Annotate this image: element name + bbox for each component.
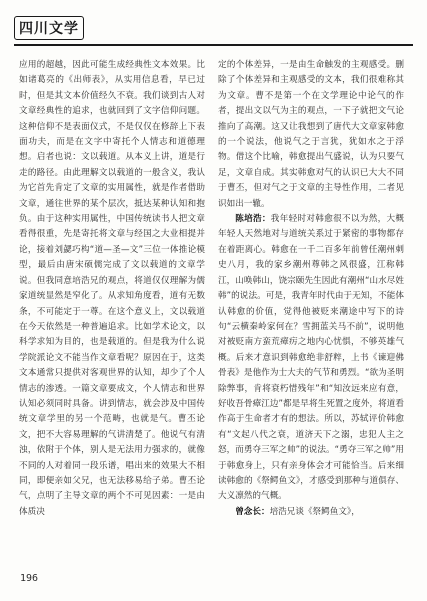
left-paragraph: 应用的超越，因此可能生成经典性文本效果。比如诸葛亮的《出师表》，从实用信息看，早已过时，但是其文本价值经久不衰。我们谈到古人对文章经典性的追求，也就回到了文字信仰问题。这种信仰不是表面仪式，不是仅仅在修辞上下表面功夫，而是在文字中寄托个人情志和道德理想。启者也说：文以载道。从本义上讲，道是行走的路径。由此理解文以载道的一般含义，我认为它首先肯定了文章的实用属性，就是作者借助文章，通往世界的某个层次，抵达某种认知和抱负。由于这种实用属性，中国传统读书人把文章看得很重，先是寄托将文章与经国之大业相提并论，接着刘勰巧构“道—圣—文”三位一体推论模型，最后由唐宋硕儒完成了文以载道的文章学说。但我同意培浩兄的观点，将道仅仅理解为儒家道统显然是窄化了。从求知角度看，道有无数条，不可能定于一尊。在这个意义上，文以载道在今天依然是一种普遍追求。比如学术论文，以科学求知为目的，也是载道的。但是我为什么说学院派论文不能当作文章看呢？原因在于，这类文本通常只提供对客观世界的认知，却少了个人情志的渗透。一篇文章要成文，个人情志和世界认知必须同时具备。讲到情志，就会涉及中国传统文章学里的另一个范畴，也就是气。曹丕论文，把不大容易理解的气讲清楚了。他说气有清浊，依附于个体，别人是无法用力强求的，就像不同的人对着同一段乐谱，唱出来的效果大不相同，即便亲如父兄，也无法移易给子弟。曹丕论气，点明了主导文章的两个不可见因素：一是由体质决	[19, 60, 205, 517]
left-column	[19, 58, 205, 520]
page-number: 196	[20, 573, 39, 584]
right-column	[218, 58, 404, 520]
dialogue-paragraph-chen	[218, 212, 404, 505]
dialogue-paragraph-zeng	[218, 505, 404, 520]
header-rule	[14, 44, 413, 46]
right-paragraph-continuation	[218, 58, 404, 212]
journal-logo: 四川文学	[14, 16, 84, 40]
paragraph-text: 我年轻时对韩愈很不以为然，大概年轻人天然地对与道统关系过于紧密的事物都存在着距离心。韩愈在一千二百多年前曾任潮州刺史八月，我的家乡潮州尊韩之风很盛，江称韩江，山唤韩山，饶宗颐先生因此有潮州“山水尽姓韩”的说法。可是，我青年时代由于无知，不能体认韩愈的价值，觉得他被贬来潮途中写下的诗句“云横秦岭家何在？雪拥蓝关马不前”，说明他对被贬南方蛮荒瘴疠之地内心忧惧，不够英雄气概。后来才意识到韩愈绝非舒粹，上书《谏迎佛骨表》是他作为士大夫的气节和勇烈。“欲为圣明除弊事，肯将衰朽惜残年”和“知汝远来应有意，好收吾骨瘴江边”都是早将生死置之度外，将道看作高于生命者才有的想法。所以，苏轼评价韩愈有“文起八代之衰，道济天下之溺，忠犯人主之怒，而勇夺三军之帅”的说法。“勇夺三军之帅”用于韩愈身上，只有亲身体会才可能恰当。后来细读韩愈的《祭鳄鱼文》，才感受到那种与道俱存、大义凛然的气概。	[218, 214, 404, 502]
speaker-label: 曾念长：	[235, 506, 270, 517]
page-header	[14, 14, 413, 46]
paragraph-text: 培浩兄谈《祭鳄鱼文》，	[269, 506, 360, 517]
speaker-label: 陈培浩：	[235, 214, 271, 225]
paragraph-text: 定的个体差异，一是由生命触发的主观感受。删除了个体差异和主观感受的文本，我们很难称其为文章。曹不是第一个在文学理论中论气的作者，提出文以气为主的观点，一下子就把文气论推向了高潮。这又让我想到了唐代大文章家韩愈的一个说法，他说气之于言犹，犹如水之于浮物。借这个比喻，韩愈提出气盛说，认为只要气足，文章自成。其实韩愈对气的认识已大大不同于曹丕，但对气之于文章的主导性作用，二者见识如出一辙。	[218, 60, 404, 209]
